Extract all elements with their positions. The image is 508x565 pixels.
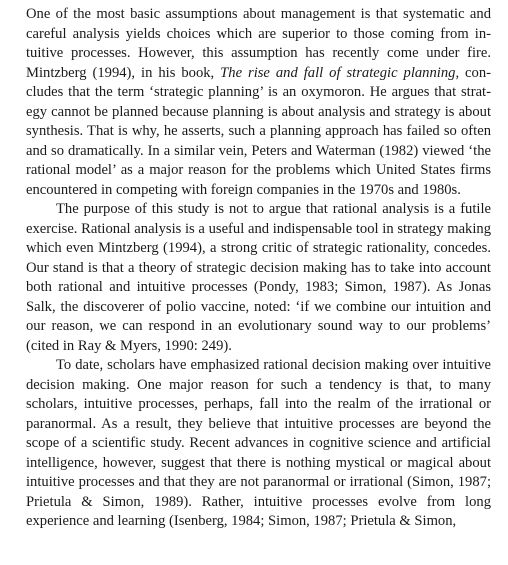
paragraph-1-text-b: , concludes that the term ‘strategic planning’ is an oxymoron. He argues that strategy cannot be planned because planning is about analysis and strategy is about synthesis. That is why, he asserts, such a planning approach has failed so often and so dramatically. In a similar vein, Peters and Waterman (1982) viewed ‘the rational model’ as a major reason for the problems which United States firms encountered in competing with foreign companies in the 1970s and 1980s. [26, 64, 492, 198]
paragraph-3 [26, 356, 491, 532]
paragraph-3-text: To date, scholars have emphasized rational decision making over intuitive decision making. One major reason for such a tendency is that, to many scholars, intuitive processes, perhaps, fall into the realm of the irrational or paranormal. As a result, they believe that intuitive processes are beyond the scope of a scientific study. Recent advances in cognitive science and artificial intelligence, however, suggest that there is nothing mystical or magical about intuitive processes and that they are not paranormal or irrational (Simon, 1987; Prietula & Simon, 1989). Rather, intuitive processes evolve from long experience and learning (Isenberg, 1984; Simon, 1987; Prietula & Simon, [26, 357, 491, 529]
document-page [26, 5, 491, 532]
paragraph-1-text-a: One of the most basic assumptions about management is that systematic and careful analysis yields choices which are superior to those coming from intuitive processes. However, this assumption has recently come under fire. Mintzberg (1994), in his book, [26, 6, 491, 81]
book-title: The rise and fall of strategic planning [220, 64, 456, 81]
paragraph-2 [26, 200, 491, 356]
paragraph-1 [26, 5, 491, 200]
paragraph-2-text: The purpose of this study is not to argue that rational analysis is a futile exercise. Rational analysis is a useful and indispensable tool in strategy making which even Mintzberg (1994), a strong critic of strategic rationality, concedes. Our stand is that a theory of strategic decision making has to take into account both rational and intuitive processes (Pondy, 1983; Simon, 1987). As Jonas Salk, the discoverer of polio vaccine, noted: ‘if we combine our intuition and our reason, we can respond in an evolutionary sound way to our problems’ (cited in Ray & Myers, 1990: 249). [26, 201, 491, 354]
